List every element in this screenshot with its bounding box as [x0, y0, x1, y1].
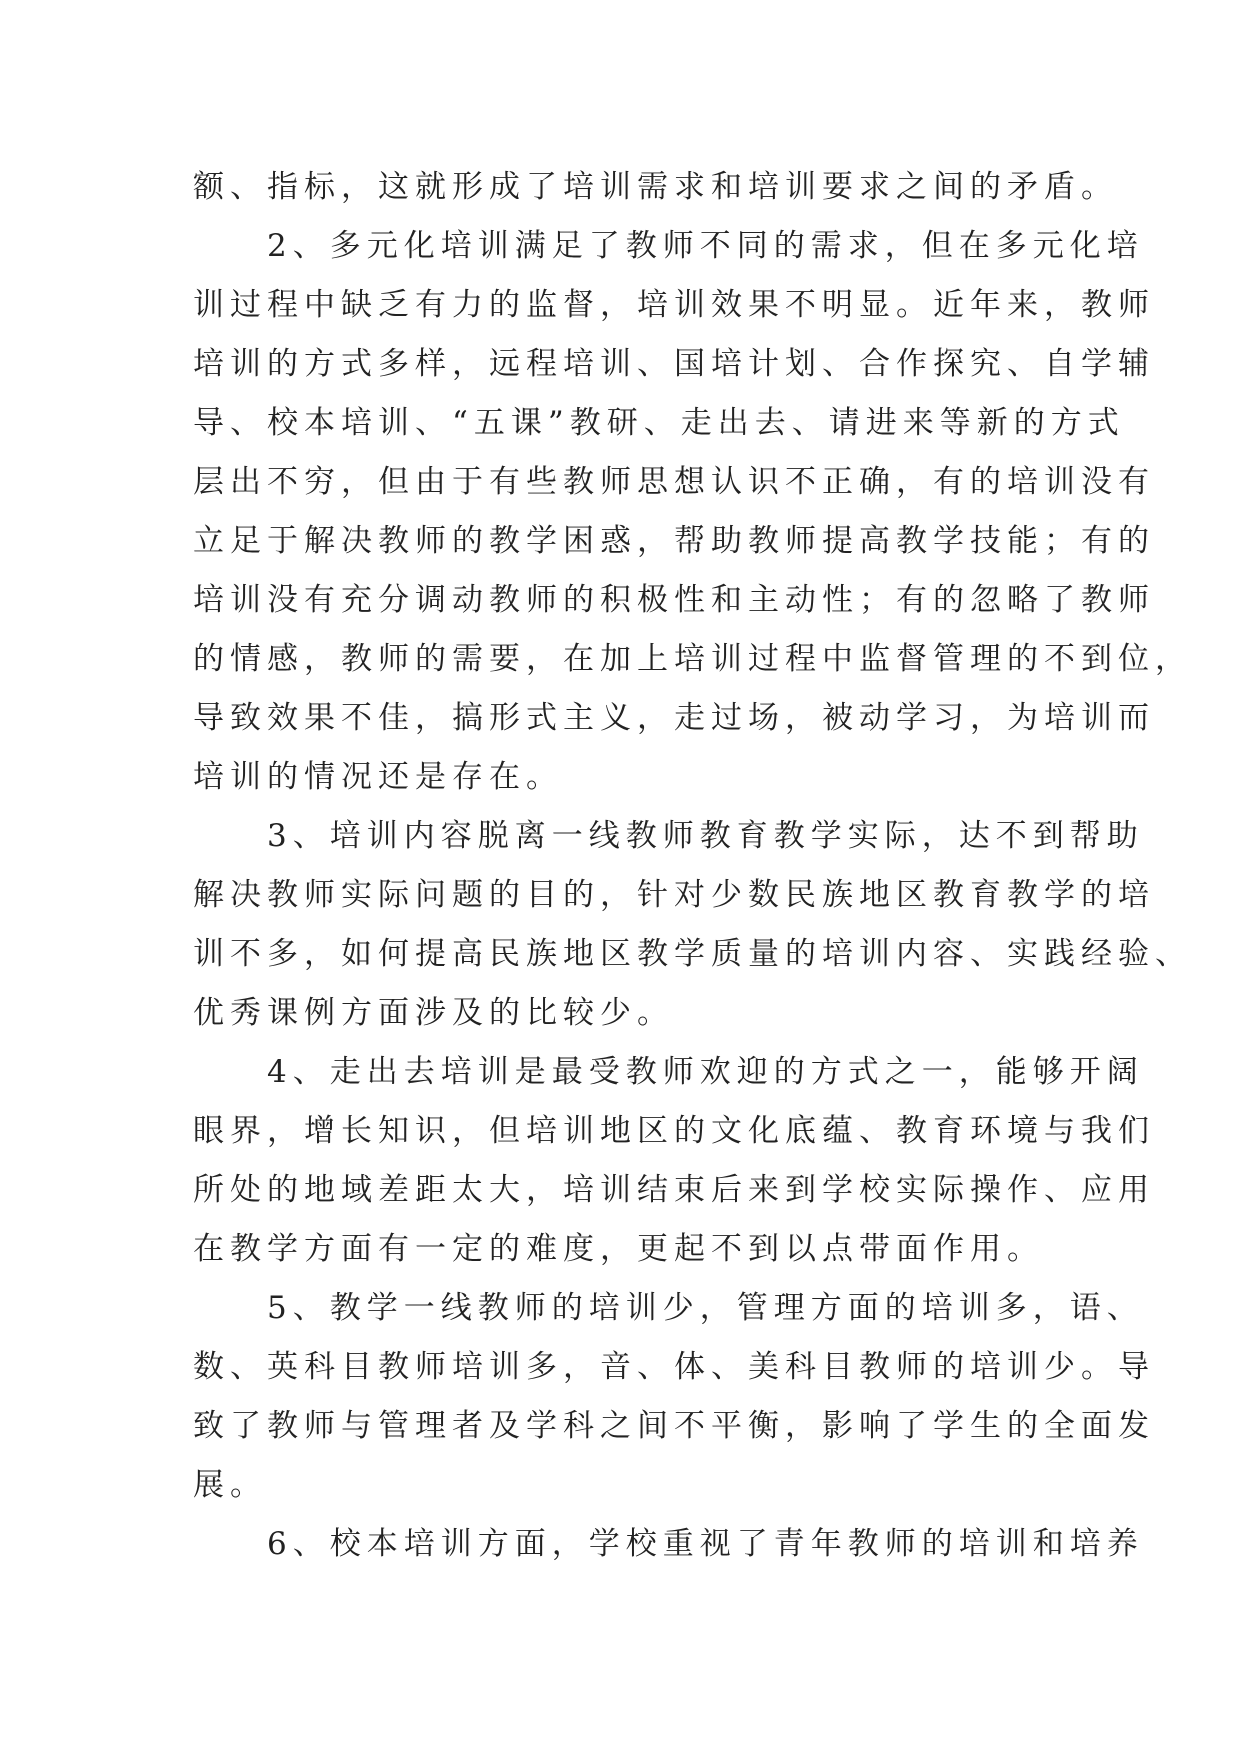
text-line: 解决教师实际问题的目的，针对少数民族地区教育教学的培 [193, 877, 1155, 913]
paragraph-3-start: 3、培训内容脱离一线教师教育教学实际，达不到帮助 [193, 818, 1144, 854]
paragraph-4-start: 4、走出去培训是最受教师欢迎的方式之一，能够开阔 [193, 1054, 1144, 1090]
text-line: 致了教师与管理者及学科之间不平衡，影响了学生的全面发 [193, 1408, 1155, 1444]
text-line: 培训的情况还是存在。 [193, 759, 563, 795]
text-line: 在教学方面有一定的难度，更起不到以点带面作用。 [193, 1231, 1044, 1267]
text-line: 培训没有充分调动教师的积极性和主动性；有的忽略了教师 [193, 582, 1155, 618]
text-line: 优秀课例方面涉及的比较少。 [193, 995, 674, 1031]
paragraph-5-start: 5、教学一线教师的培训少，管理方面的培训多，语、 [193, 1290, 1144, 1326]
text-line: 额、指标，这就形成了培训需求和培训要求之间的矛盾。 [193, 169, 1118, 205]
text-line: 所处的地域差距太大，培训结束后来到学校实际操作、应用 [193, 1172, 1155, 1208]
text-line: 立足于解决教师的教学困惑，帮助教师提高教学技能；有的 [193, 523, 1155, 559]
text-line: 的情感，教师的需要，在加上培训过程中监督管理的不到位， [193, 641, 1192, 677]
text-line: 培训的方式多样，远程培训、国培计划、合作探究、自学辅 [193, 346, 1155, 382]
text-line: 训过程中缺乏有力的监督，培训效果不明显。近年来，教师 [193, 287, 1155, 323]
text-line: 数、英科目教师培训多，音、体、美科目教师的培训少。导 [193, 1349, 1155, 1385]
paragraph-2-start: 2、多元化培训满足了教师不同的需求，但在多元化培 [193, 228, 1144, 264]
body-text [193, 158, 1192, 1574]
text-line: 层出不穷，但由于有些教师思想认识不正确，有的培训没有 [193, 464, 1155, 500]
text-line: 导致效果不佳，搞形式主义，走过场，被动学习，为培训而 [193, 700, 1155, 736]
text-line: 导、校本培训、“五课”教研、走出去、请进来等新的方式 [193, 405, 1125, 441]
text-line: 眼界，增长知识，但培训地区的文化底蕴、教育环境与我们 [193, 1113, 1155, 1149]
text-line: 展。 [193, 1467, 267, 1503]
paragraph-6-start: 6、校本培训方面，学校重视了青年教师的培训和培养 [193, 1526, 1144, 1562]
text-line: 训不多，如何提高民族地区教学质量的培训内容、实践经验、 [193, 936, 1192, 972]
